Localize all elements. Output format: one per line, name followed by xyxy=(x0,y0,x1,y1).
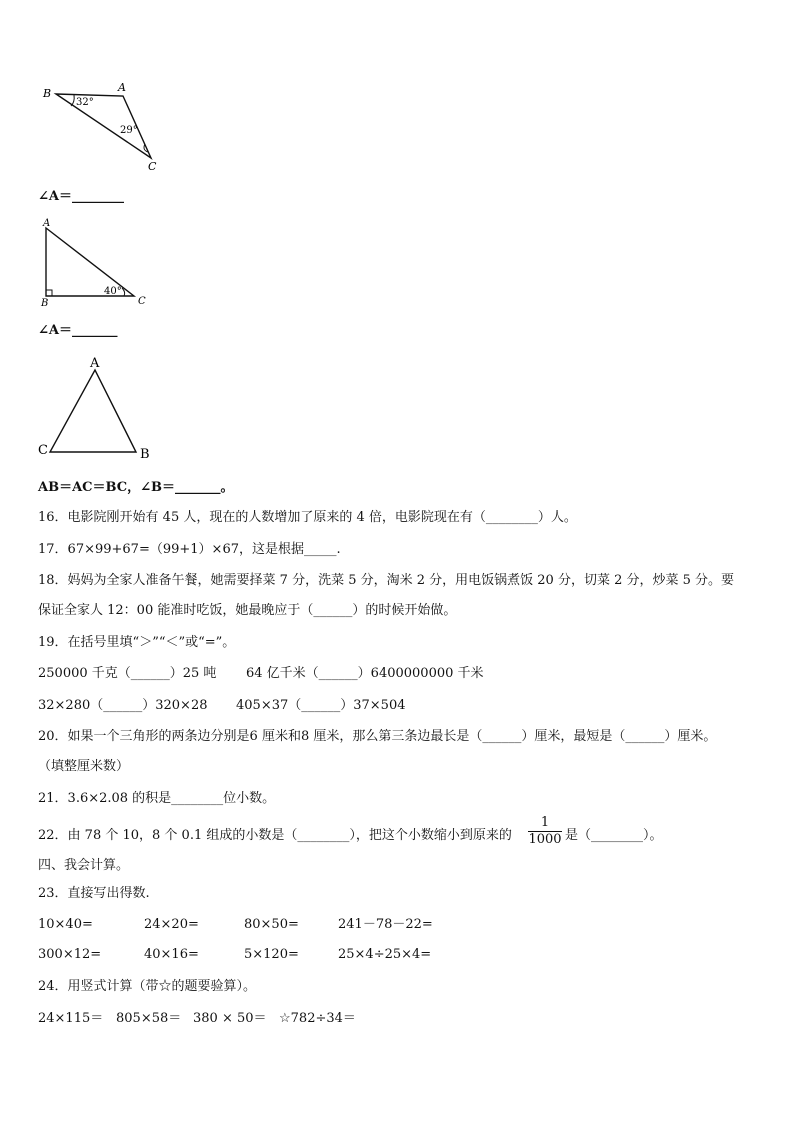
vertex-label-c: C xyxy=(38,443,48,458)
fraction-numerator: 1 xyxy=(540,815,550,830)
vertex-label-b: B xyxy=(140,447,150,462)
vertex-label-a: A xyxy=(43,218,51,229)
vertex-label-a: A xyxy=(118,81,126,94)
vertex-label-a: A xyxy=(90,356,100,371)
answer-angle-b-3: AB＝AC＝BC，∠B＝_______。 xyxy=(38,480,234,495)
question-19-row-1 xyxy=(38,666,778,682)
calc-item: 40×16= xyxy=(144,947,199,962)
angle-label-c: 40° xyxy=(104,286,122,297)
question-23-row-1 xyxy=(38,917,778,933)
calc-item: 300×12= xyxy=(38,947,102,962)
vertex-label-c: C xyxy=(148,160,157,173)
question-17: 17．67×99+67=（99+1）×67，这是根据_____. xyxy=(38,542,341,557)
triangle-figure-3 xyxy=(36,356,166,462)
calc-item: 241－78－22= xyxy=(338,917,433,932)
question-20-line-1: 20．如果一个三角形的两条边分别是6 厘米和8 厘米，那么第三条边最长是（______）厘米，最短是（______）厘米。 xyxy=(38,729,717,744)
question-23-row-2 xyxy=(38,947,778,963)
question-20-line-2: （填整厘米数） xyxy=(38,759,130,774)
vertex-label-c: C xyxy=(138,296,146,307)
triangle-figure-2 xyxy=(38,216,158,310)
calc-item: 805×58＝ xyxy=(116,1011,182,1026)
calc-item: 10×40= xyxy=(38,917,93,932)
answer-angle-a-2: ∠A＝_______ xyxy=(38,323,118,338)
vertex-label-b: B xyxy=(41,298,49,309)
question-16: 16．电影院刚开始有 45 人，现在的人数增加了原来的 4 倍，电影院现在有（________）人。 xyxy=(38,510,577,525)
comparison-item: 64 亿千米（______）6400000000 千米 xyxy=(246,666,484,681)
question-18-line-2: 保证全家人 12：00 能准时吃饭，她最晚应于（______）的时候开始做。 xyxy=(38,603,457,618)
calc-item: 24×20= xyxy=(144,917,199,932)
question-23: 23．直接写出得数. xyxy=(38,886,150,901)
question-19: 19．在括号里填“＞”“＜”或“=”。 xyxy=(38,635,236,650)
comparison-item: 250000 千克（______）25 吨 xyxy=(38,666,217,681)
calc-item: 25×4÷25×4= xyxy=(338,947,432,962)
triangle-figure-1 xyxy=(38,78,168,174)
question-24: 24．用竖式计算（带☆的题要验算）。 xyxy=(38,979,257,994)
calc-item: 80×50= xyxy=(244,917,299,932)
vertex-label-b: B xyxy=(43,87,52,100)
answer-angle-a-1: ∠A＝________ xyxy=(38,189,124,204)
question-24-row xyxy=(38,1011,778,1027)
question-22-part-1: 22．由 78 个 10，8 个 0.1 组成的小数是（________），把这个小数缩小到原来的 xyxy=(38,828,512,843)
comparison-item: 405×37（______）37×504 xyxy=(236,698,406,713)
calc-item: 24×115＝ xyxy=(38,1011,104,1026)
calc-item: 380 × 50＝ xyxy=(193,1011,267,1026)
angle-label-b: 32° xyxy=(76,97,94,108)
question-18-line-1: 18．妈妈为全家人准备午餐，她需要择菜 7 分，洗菜 5 分，淘米 2 分，用电饭锅煮饭 20 分，切菜 2 分，炒菜 5 分。要 xyxy=(38,573,735,588)
section-heading-4: 四、我会计算。 xyxy=(38,858,130,873)
angle-label-c: 29° xyxy=(120,125,138,136)
fraction-one-thousandth xyxy=(528,816,562,847)
question-21: 21．3.6×2.08 的积是________位小数。 xyxy=(38,791,276,806)
comparison-item: 32×280（______）320×28 xyxy=(38,698,208,713)
calc-item: ☆782÷34＝ xyxy=(279,1011,356,1026)
question-19-row-2 xyxy=(38,698,778,714)
question-22-part-2: 是（________）。 xyxy=(565,828,663,843)
fraction-denominator: 1000 xyxy=(528,832,562,847)
calc-item: 5×120= xyxy=(244,947,299,962)
